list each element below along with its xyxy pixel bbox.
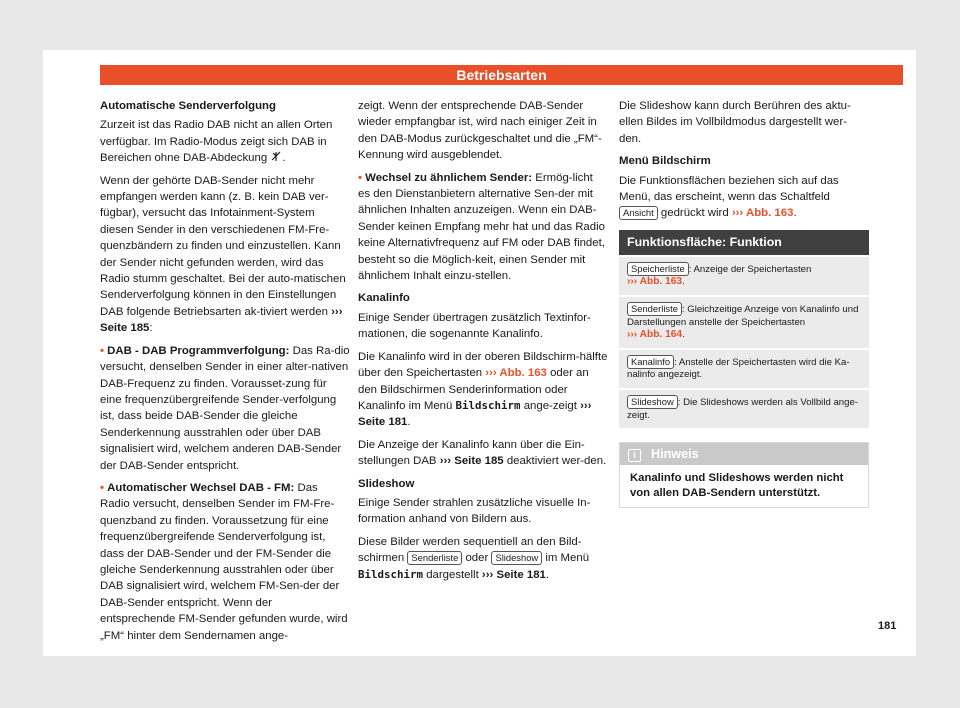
menu-name: Bildschirm [455, 398, 521, 412]
senderliste-button-label: Senderliste [407, 551, 462, 565]
figure-reference-link[interactable]: ››› Abb. 163 [485, 367, 547, 380]
kanalinfo-button-label: Kanalinfo [627, 355, 674, 369]
page-reference-link[interactable]: ››› Seite 181 [358, 399, 592, 429]
paragraph: Wenn der gehörte DAB-Sender nicht mehr empfangen werden kann (z. B. kein DAB ver-fügbar), versucht das Infotainment-System diesen Sender in den verschiedenen FM-Fre-quenzbändern zu finden und einzustellen. Kann der Sender nicht gefunden werden, wird das Radio stumm geschaltet. Bei der auto-matischen Senderverfolgung können in den Einstellungen DAB folgende Betriebsarten ak-tiviert werden ››› Seite 185: [100, 174, 346, 335]
table-row: Slideshow : Die Slideshows werden als Vollbild ange-zeigt. [619, 390, 869, 428]
heading-auto-tracking: Automatische Senderverfolgung [100, 100, 276, 112]
senderliste-button-label: Senderliste [627, 302, 682, 316]
paragraph: Die Funktionsflächen beziehen sich auf das Menü, das erscheint, wenn das Schaltfeld Ansicht gedrückt wird ››› Abb. 163. [619, 174, 839, 220]
heading-kanalinfo: Kanalinfo [358, 292, 410, 305]
paragraph: zeigt. Wenn der entsprechende DAB-Sender wieder empfangbar ist, wird nach einiger Zeit in den DAB-Modus zurückgeschaltet und die „FM“-Kennung wird ausgeblendet. [358, 100, 602, 162]
page-reference-link[interactable]: ››› Seite 181 [481, 568, 546, 581]
paragraph: Einige Sender strahlen zusätzliche visuelle In-formation anhand von Bildern aus. [358, 496, 591, 526]
heading-menu-bildschirm: Menü Bildschirm [619, 155, 711, 168]
speicherliste-button-label: Speicherliste [627, 262, 689, 276]
figure-reference-link[interactable]: ››› Abb. 163 [627, 276, 683, 288]
paragraph: Zurzeit ist das Radio DAB nicht an allen Orten verfügbar. Im Radio-Modus zeigt sich DAB in Bereichen ohne DAB-Abdeckung . [100, 119, 333, 165]
paragraph: Die Slideshow kann durch Berühren des aktu-ellen Bildes im Vollbildmodus dargestellt wer-den. [619, 100, 851, 145]
note-header: i Hinweis [620, 443, 868, 465]
note-body: Kanalinfo und Slideshows werden nicht von allen DAB-Sendern unterstützt. [630, 472, 844, 500]
bullet-dot-icon: • [100, 481, 104, 494]
no-dab-coverage-icon [270, 150, 282, 162]
page-number: 181 [878, 620, 897, 632]
info-icon: i [628, 449, 641, 462]
heading-slideshow: Slideshow [358, 477, 415, 490]
section-header: Betriebsarten [100, 65, 903, 85]
table-row: Kanalinfo : Anstelle der Speichertasten wird die Ka-nalinfo angezeigt. [619, 350, 869, 388]
bullet-item: • Wechsel zu ähnlichem Sender: Ermög-licht es den Dienstanbietern alternative Sen-der mit ähnlichen Inhalten anzuzeigen. Wenn ein DAB-Sender keinen Empfang mehr hat und das Radio keine Alternativfrequenz auf FM oder DAB findet, besteht so die Möglich-keit, einen Sender mit ähnlichem Inhalt einzu-stellen. [358, 171, 605, 283]
paragraph: Diese Bilder werden sequentiell an den Bild-schirmen Senderliste oder Slideshow im Menü Bildschirm dargestellt ››› Seite 181. [358, 535, 590, 581]
bullet-item: • Automatischer Wechsel DAB - FM: Das Radio versucht, denselben Sender im FM-Fre-quenzband zu finden. Voraussetzung für eine frequenzübergreifende Senderverfolgung ist, dass der DAB-Sender und der FM-Sender die gleiche Senderkennung ausstrahlen oder über DAB signalisiert wird, welchem FM-Sen-der der DAB-Sender entspricht. Wenn der entsprechende FM-Sender gefunden wurde, wird „FM“ hinter dem Sendernamen ange- [100, 481, 348, 642]
column-right [619, 98, 869, 508]
page-reference-link[interactable]: ››› Seite 185 [439, 455, 504, 468]
figure-reference-link[interactable]: ››› Abb. 164 [627, 329, 683, 341]
figure-reference-link[interactable]: ››› Abb. 163 [731, 207, 794, 220]
paragraph: Einige Sender übertragen zusätzlich Textinfor-mationen, die sogenannte Kanalinfo. [358, 311, 591, 341]
paragraph: Die Anzeige der Kanalinfo kann über die Ein-stellungen DAB ››› Seite 185 deaktiviert wer-den. [358, 438, 607, 468]
manual-page [43, 50, 916, 656]
table-row: Senderliste : Gleichzeitige Anzeige von Kanalinfo und Darstellungen anstelle der Speichertasten ››› Abb. 164. [619, 297, 869, 348]
table-row: Speicherliste : Anzeige der Speichertasten ››› Abb. 163. [619, 257, 869, 295]
function-table [619, 230, 869, 428]
slideshow-button-label: Slideshow [627, 395, 678, 409]
menu-name: Bildschirm [358, 567, 424, 581]
ansicht-button-label: Ansicht [619, 206, 658, 220]
slideshow-button-label: Slideshow [491, 551, 542, 565]
paragraph: Die Kanalinfo wird in der oberen Bildschirm-hälfte über den Speichertasten ››› Abb. 163 oder an den Bildschirmen Senderinformation oder Kanalinfo im Menü Bildschirm ange-zeigt ››› Seite 181. [358, 350, 608, 429]
table-header: Funktionsfläche: Funktion [619, 230, 869, 255]
page-reference-link[interactable]: ››› Seite 185 [100, 305, 343, 335]
note-box [619, 442, 869, 507]
column-left [100, 98, 350, 650]
bullet-item: • DAB - DAB Programmverfolgung: Das Ra-dio versucht, denselben Sender in einer alter-nativen DAB-Frequenz zu finden. Vorausset-zung für eine frequenzübergreifende Sender-verfolgung ist, dass beide DAB-Sender die gleiche Senderkennung ausstrahlen oder über DAB signalisiert wird, welchem anderen DAB-Sender der DAB-Sender entspricht. [100, 344, 350, 472]
bullet-dot-icon: • [100, 344, 104, 357]
column-middle [358, 98, 608, 589]
bullet-dot-icon: • [358, 171, 362, 184]
